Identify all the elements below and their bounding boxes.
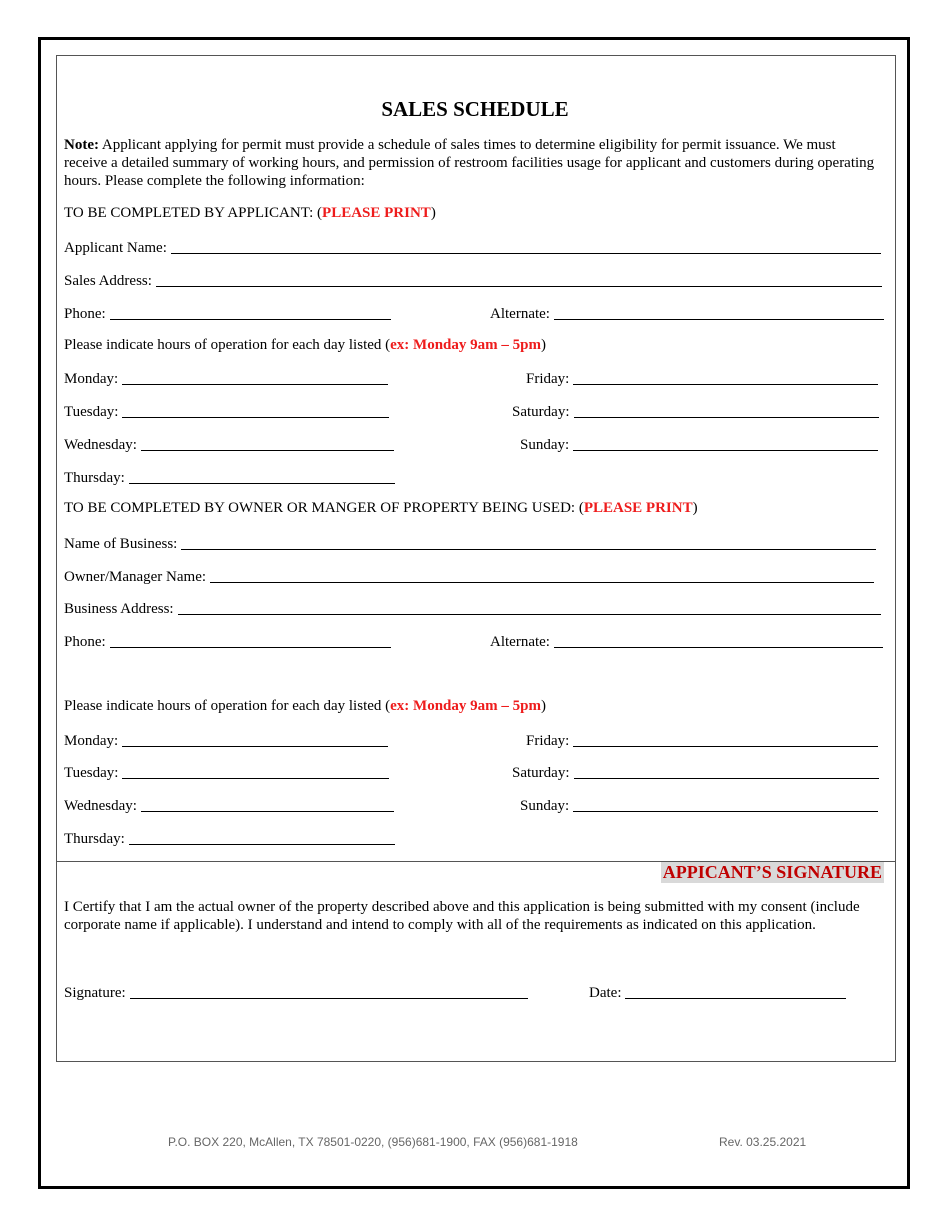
date-field[interactable] [589, 983, 846, 1002]
applicant-name-line[interactable] [171, 238, 881, 254]
signature-section-heading: APPICANT’S SIGNATURE [662, 862, 882, 882]
owner-hours-prompt [64, 698, 546, 715]
friday-label: Friday: [526, 733, 570, 749]
monday-label: Monday: [64, 371, 119, 387]
business-name-line[interactable] [181, 534, 876, 550]
owner-sunday-field[interactable] [520, 796, 878, 815]
applicant-name-field[interactable] [64, 238, 881, 257]
applicant-thursday-field[interactable] [64, 468, 395, 487]
signature-line[interactable] [130, 983, 528, 999]
saturday-label: Saturday: [512, 765, 570, 781]
applicant-phone-line[interactable] [110, 304, 391, 320]
certification-text: I Certify that I am the actual owner of the property described above and this application is being submitted with my consent (include corporate name if applicable). I understand and intend to comply with all of the requirements as indicated on this application. [64, 899, 860, 933]
footer-address: P.O. BOX 220, McAllen, TX 78501-0220, (956)681-1900, FAX (956)681-1918 [168, 1135, 578, 1149]
owner-hours-close: ) [540, 698, 546, 714]
owner-wednesday-field[interactable] [64, 796, 394, 815]
friday-label: Friday: [526, 371, 570, 387]
tuesday-label: Tuesday: [64, 765, 119, 781]
owner-manager-label: Owner/Manager Name: [64, 569, 207, 585]
saturday-line[interactable] [574, 763, 880, 779]
applicant-wednesday-field[interactable] [64, 435, 394, 454]
saturday-label: Saturday: [512, 404, 570, 420]
applicant-sunday-field[interactable] [520, 435, 878, 454]
owner-please-print: PLEASE PRINT [583, 500, 693, 516]
owner-manager-field[interactable] [64, 567, 874, 586]
sales-address-line[interactable] [156, 271, 882, 287]
owner-phone-field[interactable] [64, 632, 391, 651]
applicant-heading-close: ) [430, 205, 436, 221]
sales-address-field[interactable] [64, 271, 882, 290]
saturday-line[interactable] [574, 402, 880, 418]
sunday-label: Sunday: [520, 798, 570, 814]
owner-saturday-field[interactable] [512, 763, 879, 782]
applicant-alternate-label: Alternate: [490, 306, 550, 322]
sunday-line[interactable] [573, 796, 878, 812]
applicant-monday-field[interactable] [64, 369, 388, 388]
business-address-label: Business Address: [64, 601, 174, 617]
applicant-section-heading [64, 205, 436, 222]
note-label: Note: [64, 137, 99, 153]
business-address-line[interactable] [178, 599, 881, 615]
applicant-phone-field[interactable] [64, 304, 391, 323]
owner-alternate-field[interactable] [490, 632, 883, 651]
wednesday-label: Wednesday: [64, 437, 137, 453]
owner-heading-text: TO BE COMPLETED BY OWNER OR MANGER OF PROPERTY BEING USED: ( [64, 500, 584, 516]
applicant-alternate-field[interactable] [490, 304, 884, 323]
date-label: Date: [589, 985, 622, 1001]
business-address-field[interactable] [64, 599, 881, 618]
date-line[interactable] [625, 983, 846, 999]
applicant-saturday-field[interactable] [512, 402, 879, 421]
thursday-label: Thursday: [64, 831, 125, 847]
tuesday-label: Tuesday: [64, 404, 119, 420]
wednesday-label: Wednesday: [64, 798, 137, 814]
applicant-friday-field[interactable] [526, 369, 878, 388]
applicant-hours-close: ) [540, 337, 546, 353]
wednesday-line[interactable] [141, 435, 394, 451]
applicant-name-label: Applicant Name: [64, 240, 167, 256]
applicant-please-print: PLEASE PRINT [322, 205, 431, 221]
owner-manager-line[interactable] [210, 567, 874, 583]
owner-thursday-field[interactable] [64, 829, 395, 848]
owner-hours-prompt-text: Please indicate hours of operation for each day listed ( [64, 698, 391, 714]
applicant-hours-prompt [64, 337, 546, 354]
business-name-label: Name of Business: [64, 536, 178, 552]
owner-hours-example: ex: Monday 9am – 5pm [390, 698, 541, 714]
note-text: Applicant applying for permit must provide a schedule of sales times to determine eligibility for permit issuance. We must receive a detailed summary of working hours, and permission of restroom facilities usage for applicant and customers during operating hours. Please complete the following information: [64, 137, 875, 189]
signature-label: Signature: [64, 985, 126, 1001]
business-name-field[interactable] [64, 534, 876, 553]
signature-field[interactable] [64, 983, 528, 1002]
applicant-phone-label: Phone: [64, 306, 106, 322]
page-title: SALES SCHEDULE [381, 97, 569, 121]
footer-revision: Rev. 03.25.2021 [719, 1135, 807, 1149]
monday-line[interactable] [122, 731, 388, 747]
wednesday-line[interactable] [141, 796, 394, 812]
thursday-line[interactable] [129, 468, 395, 484]
friday-line[interactable] [573, 731, 878, 747]
applicant-hours-prompt-text: Please indicate hours of operation for each day listed ( [64, 337, 391, 353]
owner-phone-line[interactable] [110, 632, 391, 648]
thursday-line[interactable] [129, 829, 395, 845]
friday-line[interactable] [573, 369, 878, 385]
thursday-label: Thursday: [64, 470, 125, 486]
owner-monday-field[interactable] [64, 731, 388, 750]
monday-label: Monday: [64, 733, 119, 749]
owner-alternate-line[interactable] [554, 632, 883, 648]
applicant-heading-text: TO BE COMPLETED BY APPLICANT: ( [64, 205, 323, 221]
owner-tuesday-field[interactable] [64, 763, 389, 782]
tuesday-line[interactable] [122, 402, 389, 418]
sales-address-label: Sales Address: [64, 273, 152, 289]
owner-heading-close: ) [692, 500, 698, 516]
applicant-tuesday-field[interactable] [64, 402, 389, 421]
owner-friday-field[interactable] [526, 731, 878, 750]
instructions-note [64, 136, 876, 190]
owner-phone-label: Phone: [64, 634, 106, 650]
monday-line[interactable] [122, 369, 388, 385]
sunday-line[interactable] [573, 435, 878, 451]
owner-section-heading [64, 500, 698, 517]
owner-alternate-label: Alternate: [490, 634, 550, 650]
applicant-alternate-line[interactable] [554, 304, 884, 320]
tuesday-line[interactable] [122, 763, 389, 779]
applicant-hours-example: ex: Monday 9am – 5pm [390, 337, 541, 353]
sunday-label: Sunday: [520, 437, 570, 453]
